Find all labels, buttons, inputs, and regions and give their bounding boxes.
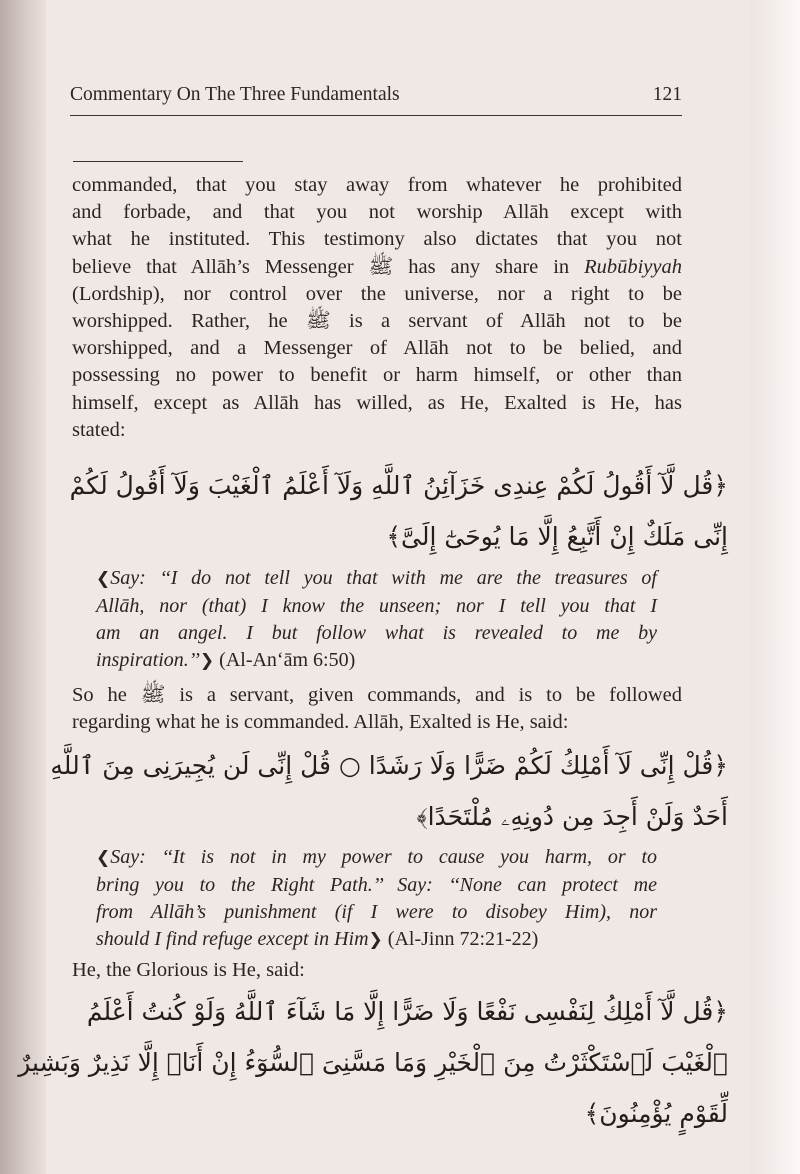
translation-line [96, 647, 657, 675]
header-rule [70, 115, 682, 116]
text-line: worshipped. Rather, he ﷺ is a servant of Allāh not to be [72, 310, 682, 333]
arabic-verse-2 [50, 740, 728, 842]
verse-reference: (Al-Jinn 72:21-22) [387, 928, 539, 950]
text-line: possessing no power to benefit or harm himself, or other than [72, 364, 682, 387]
verse-reference: (Al-An‘ām 6:50) [219, 649, 356, 671]
translation-line: Allāh, nor (that) I know the unseen; nor I tell you that I [96, 595, 657, 617]
footnote-separator [73, 161, 243, 162]
translation-line [96, 926, 657, 954]
paragraph-1 [72, 172, 682, 444]
translation-text: Say: ‘‘I do not tell you that with me are the treasures of [110, 567, 657, 589]
page-edge [750, 0, 800, 1174]
text-line: worshipped, and a Messenger of Allāh not to be belied, and [72, 337, 682, 360]
text-line: commanded, that you stay away from whatever he prohibited [72, 174, 682, 196]
arabic-line: ﴿قُل لَّآ أَقُولُ لَكُمْ عِندِى خَزَآئِنُ ٱللَّهِ وَلَآ أَعْلَمُ ٱلْغَيْبَ وَلَآ أَقُولُ لَكُمْ [69, 471, 728, 500]
arabic-verse-3 [18, 986, 728, 1139]
translation-line: bring you to the Right Path.’’ Say: ‘‘None can protect me [96, 874, 657, 896]
translation-line: from Allāh’s punishment (if I were to disobey Him), nor [96, 901, 657, 923]
paragraph-3 [72, 957, 682, 984]
translation-text: inspiration.’’ [96, 649, 200, 671]
text-line: regarding what he is commanded. Allāh, Exalted is He, said: [72, 711, 569, 734]
page-gutter-shadow [0, 0, 46, 1174]
close-bracket-glyph: ❯ [199, 651, 215, 671]
arabic-line: ٱلْغَيْبَ لَٱسْتَكْثَرْتُ مِنَ ٱلْخَيْرِ وَمَا مَسَّنِىَ ٱلسُّوٓءُ إِنْ أَنَا۠ إِلَّا نَذِيرٌ وَبَشِيرٌ [18, 1048, 728, 1077]
page-number: 121 [652, 84, 682, 105]
close-bracket-glyph: ❯ [368, 930, 383, 950]
text-line: stated: [72, 418, 126, 441]
page-header [70, 84, 682, 114]
arabic-line: أَحَدٌ وَلَنْ أَجِدَ مِن دُونِهِۦ مُلْتَحَدًا﴾ [416, 802, 728, 831]
open-bracket-glyph: ❮ [96, 848, 111, 868]
verse-2-translation [96, 844, 657, 954]
paragraph-2 [72, 682, 682, 736]
running-title: Commentary On The Three Fundamentals [70, 84, 400, 105]
open-bracket-glyph: ❮ [96, 569, 111, 589]
italic-term: Rubūbiyyah [584, 255, 683, 278]
text-line: So he ﷺ is a servant, given commands, and is to be followed [72, 684, 682, 706]
text-line: and forbade, and that you not worship Allāh except with [72, 201, 682, 224]
translation-text: Say: ‘‘It is not in my power to cause you harm, or to [110, 846, 657, 868]
text-line [72, 254, 682, 281]
text-segment: believe that Allāh’s Messenger ﷺ has any share in [72, 255, 585, 278]
arabic-line: ﴿قُل لَّآ أَمْلِكُ لِنَفْسِى نَفْعًا وَلَا ضَرًّا إِلَّا مَا شَآءَ ٱللَّهُ وَلَوْ كُنتُ أَعْلَمُ [86, 997, 728, 1026]
text-line: himself, except as Allāh has willed, as He, Exalted is He, has [72, 391, 682, 414]
arabic-line: ﴿قُلْ إِنِّى لَآ أَمْلِكُ لَكُمْ ضَرًّا وَلَا رَشَدًا ○ قُلْ إِنِّى لَن يُجِيرَنِى مِنَ ٱللَّهِ [50, 751, 728, 780]
translation-line [96, 565, 657, 593]
translation-line: am an angel. I but follow what is revealed to me by [96, 622, 657, 644]
arabic-line: لِّقَوْمٍ يُؤْمِنُونَ﴾ [584, 1099, 728, 1128]
verse-1-translation [96, 565, 657, 675]
text-line: He, the Glorious is He, said: [72, 959, 305, 981]
translation-line [96, 844, 657, 872]
arabic-line: إِنِّى مَلَكٌ إِنْ أَتَّبِعُ إِلَّا مَا يُوحَىٰٓ إِلَىَّ﴾ [386, 522, 728, 551]
text-line: what he instituted. This testimony also dictates that you not [72, 228, 682, 251]
text-line: (Lordship), nor control over the universe, nor a right to be [72, 282, 682, 305]
translation-text: should I find refuge except in Him [96, 928, 369, 950]
arabic-verse-1 [69, 460, 728, 562]
